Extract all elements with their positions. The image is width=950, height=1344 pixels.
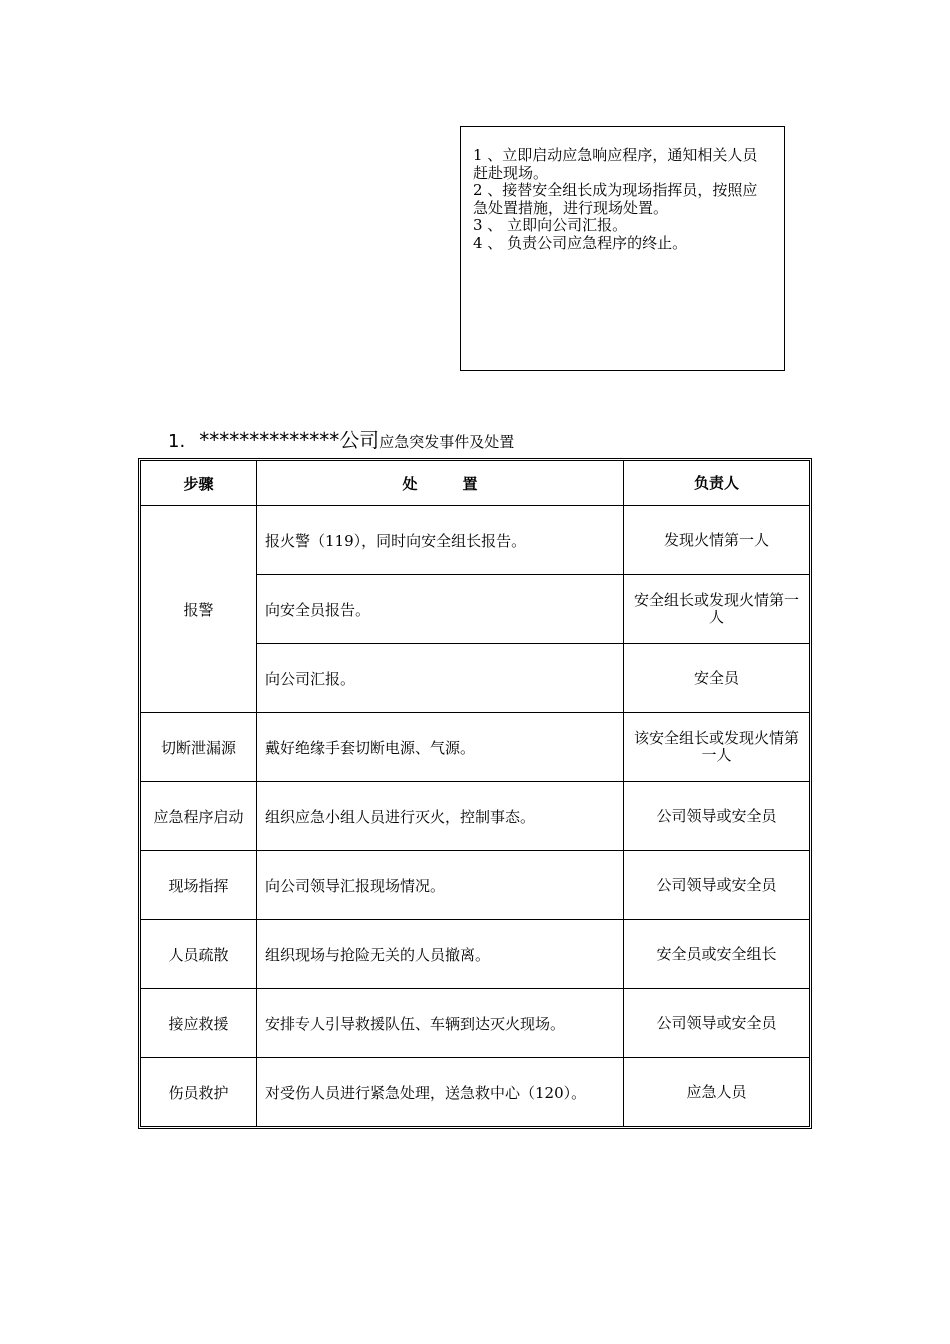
owner-cell: 公司领导或安全员	[624, 782, 810, 851]
action-cell: 向公司领导汇报现场情况。	[257, 851, 624, 920]
table-row	[141, 851, 809, 920]
section-number: 1.	[168, 431, 186, 452]
header-step: 步骤	[141, 461, 257, 506]
action-cell: 组织应急小组人员进行灭火，控制事态。	[257, 782, 624, 851]
step-cell: 伤员救护	[141, 1058, 257, 1127]
step-cell: 报警	[141, 506, 257, 713]
note-line: 4 、 负责公司应急程序的终止。	[473, 233, 688, 252]
owner-cell: 公司领导或安全员	[624, 989, 810, 1058]
table-row	[141, 713, 809, 782]
action-cell: 对受伤人员进行紧急处理，送急救中心（120）。	[257, 1058, 624, 1127]
step-cell: 现场指挥	[141, 851, 257, 920]
note-line: 急处置措施，进行现场处置。	[473, 198, 669, 217]
action-cell: 戴好绝缘手套切断电源、气源。	[257, 713, 624, 782]
action-cell: 向公司汇报。	[257, 644, 624, 713]
owner-cell: 安全组长或发现火情第一人	[624, 575, 810, 644]
note-line: 赶赴现场。	[473, 163, 549, 182]
table-row	[141, 782, 809, 851]
action-cell: 报火警（119），同时向安全组长报告。	[257, 506, 624, 575]
header-action: 处 置	[257, 461, 624, 506]
action-cell: 向安全员报告。	[257, 575, 624, 644]
action-cell: 安排专人引导救援队伍、车辆到达灭火现场。	[257, 989, 624, 1058]
table-row	[141, 506, 809, 575]
section-heading	[168, 424, 514, 453]
owner-cell: 安全员	[624, 644, 810, 713]
note-line: 3 、 立即向公司汇报。	[473, 216, 628, 234]
emergency-procedure-table	[138, 458, 812, 1129]
owner-cell: 安全员或安全组长	[624, 920, 810, 989]
step-cell: 接应救援	[141, 989, 257, 1058]
section-company-name: **************公司	[199, 428, 380, 452]
owner-cell: 发现火情第一人	[624, 506, 810, 575]
step-cell: 切断泄漏源	[141, 713, 257, 782]
owner-cell: 该安全组长或发现火情第一人	[624, 713, 810, 782]
table-row	[141, 989, 809, 1058]
owner-cell: 应急人员	[624, 1058, 810, 1127]
table-row	[141, 920, 809, 989]
section-title-suffix: 应急突发事件及处置	[379, 433, 515, 451]
header-owner: 负责人	[624, 461, 810, 506]
procedure-note-box	[460, 126, 785, 371]
step-cell: 人员疏散	[141, 920, 257, 989]
step-cell: 应急程序启动	[141, 782, 257, 851]
note-line: 2 、接替安全组长成为现场指挥员，按照应	[473, 181, 758, 199]
action-cell: 组织现场与抢险无关的人员撤离。	[257, 920, 624, 989]
note-line: 1 、立即启动应急响应程序，通知相关人员	[473, 146, 758, 164]
table-row	[141, 1058, 809, 1127]
owner-cell: 公司领导或安全员	[624, 851, 810, 920]
table-header-row	[141, 461, 809, 506]
